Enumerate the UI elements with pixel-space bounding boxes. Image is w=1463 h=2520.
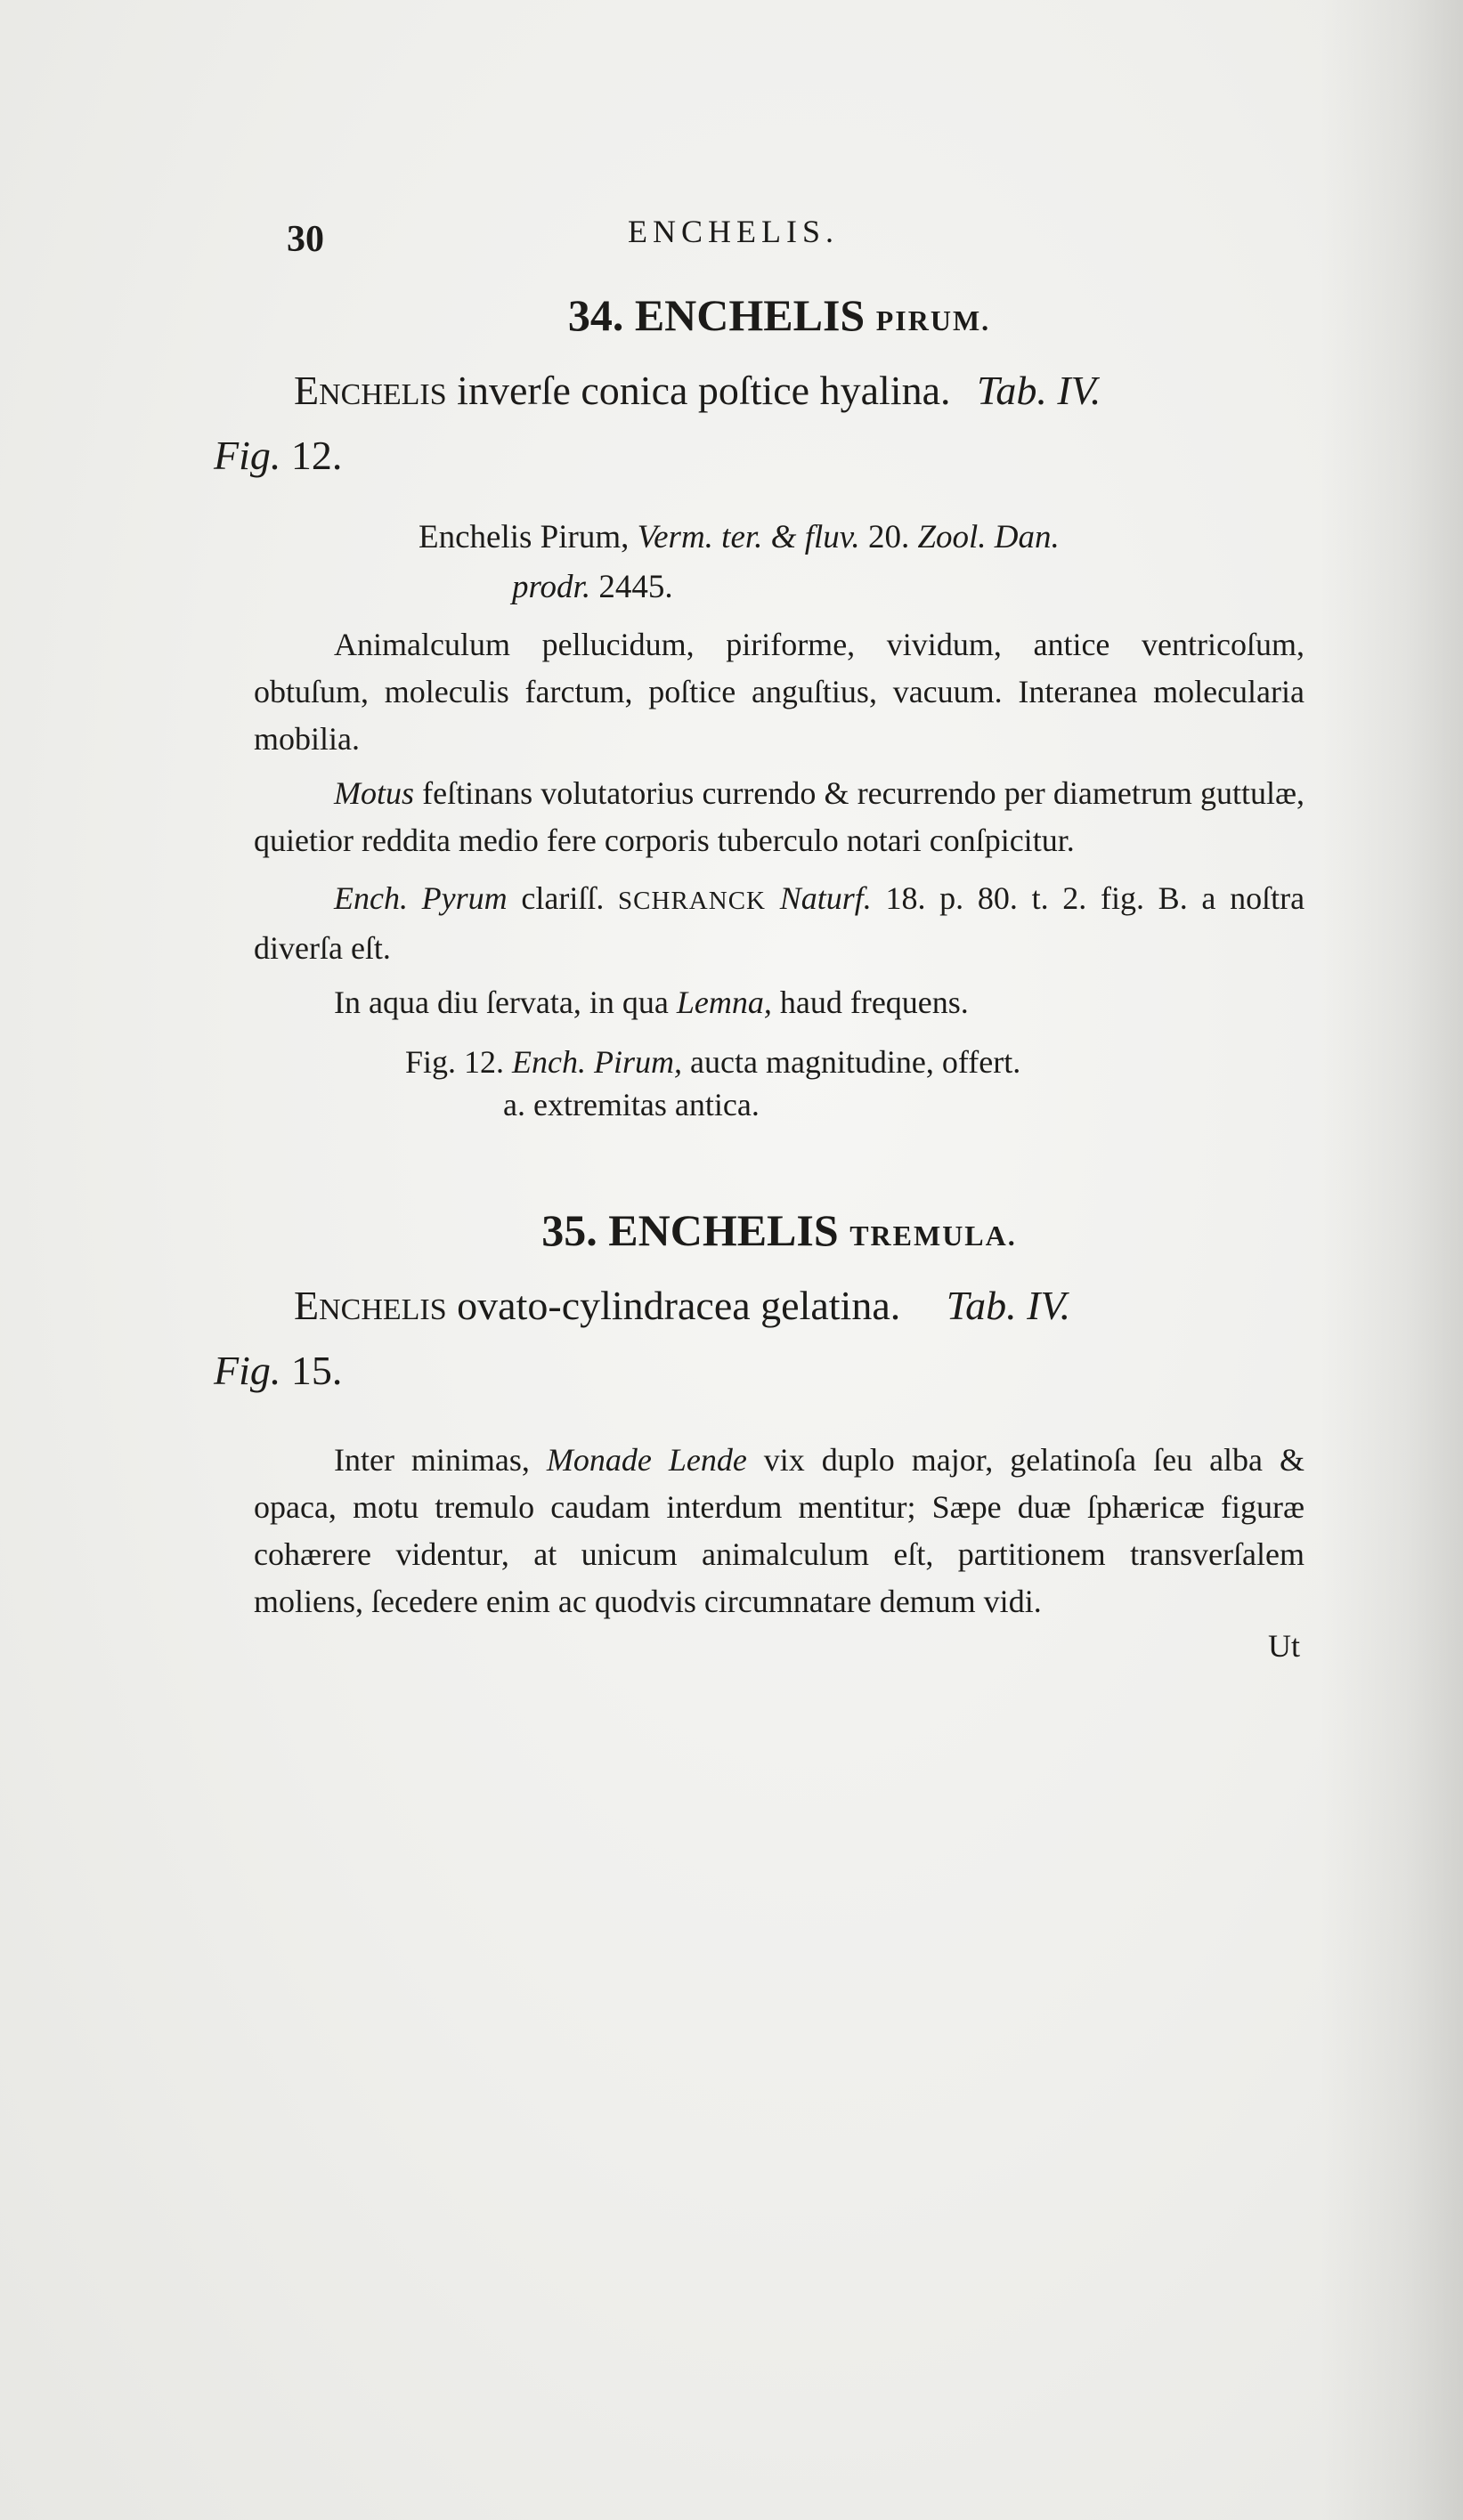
paragraph-description (254, 1437, 1305, 1625)
caption-line2: a. extremitas antica. (503, 1087, 760, 1122)
schranck-species: Ench. Pyrum (334, 880, 508, 916)
synonym-work: Verm. ter. & fluv. (637, 519, 860, 555)
caption-text: aucta magnitudine, offert. (690, 1044, 1021, 1080)
diagnosis-fig: Fig. (214, 1348, 281, 1393)
diagnosis-lead-rest: NCHELIS (319, 1293, 447, 1326)
diagnosis (214, 1276, 1305, 1401)
schranck-clariss: clariſſ. (521, 880, 605, 916)
diagnosis-lead: E (294, 368, 320, 413)
diagnosis-ref: Tab. IV. (977, 368, 1101, 413)
habitat-end: haud frequens. (779, 985, 969, 1020)
synonym (254, 513, 1305, 612)
diagnosis-lead-rest: NCHELIS (319, 378, 447, 411)
figure-caption (254, 1041, 1305, 1126)
synonym-number: 2445. (598, 569, 673, 605)
section-number: 35. (541, 1205, 597, 1255)
diagnosis-text: ovato-cylindracea gelatina. (457, 1283, 901, 1328)
section-genus: ENCHELIS (634, 290, 866, 340)
text-block (214, 191, 1305, 1665)
page-edge-shadow (1321, 0, 1463, 2520)
section-species: PIRUM. (875, 304, 991, 336)
desc-species: Monade Lende (546, 1442, 747, 1478)
section-genus: ENCHELIS (608, 1205, 839, 1255)
schranck-name: SCHRANCK (618, 887, 766, 915)
diagnosis-lead: E (294, 1283, 320, 1328)
desc-start: Inter minimas, (334, 1442, 530, 1478)
section-species: TREMULA. (849, 1219, 1017, 1252)
motus-word: Motus (334, 775, 414, 811)
habitat-plant: Lemna, (676, 985, 772, 1020)
schranck-work: Naturf. (779, 880, 872, 916)
synonym-work2: Zool. Dan. (917, 519, 1060, 555)
paragraph-schranck (254, 875, 1305, 972)
diagnosis-fig-num: 12. (290, 433, 343, 478)
schranck-ref: 18. p. 80. t. 2. fig. B. a noſtra diverſa eſt. (254, 880, 1305, 966)
diagnosis (214, 361, 1305, 486)
paragraph-description: Animalculum pellucidum, piriforme, vividum, antice ventricoſum, obtuſum, moleculis farctum, poſtice anguſtius, vacuum. Interanea molecularia mobilia. (254, 627, 1305, 757)
synonym-prodr: prodr. (512, 569, 591, 605)
motus-text: feſtinans volutatorius currendo & recurrendo per diametrum guttulæ, quietior reddita medio fere corporis tuberculo notari conſpicitur. (254, 775, 1305, 858)
caption-species: Ench. Pirum, (512, 1044, 682, 1080)
section-heading-35 (254, 1204, 1305, 1256)
paragraph-motus (254, 770, 1305, 864)
catchword: Ut (1268, 1628, 1300, 1664)
page-number: 30 (287, 219, 324, 260)
paragraph-habitat (254, 979, 1305, 1026)
section-heading-34 (254, 289, 1305, 341)
diagnosis-text: inverſe conica poſtice hyalina. (457, 368, 951, 413)
caption-fig: Fig. 12. (405, 1044, 505, 1080)
synonym-author: Enchelis Pirum, (419, 519, 630, 555)
running-title: ENCHELIS. (628, 214, 839, 249)
running-head (254, 191, 1305, 271)
diagnosis-fig: Fig. (214, 433, 281, 478)
section-number: 34. (567, 290, 624, 340)
synonym-page: 20. (867, 519, 910, 555)
diagnosis-fig-num: 15. (290, 1348, 343, 1393)
diagnosis-ref: Tab. IV. (946, 1283, 1071, 1328)
desc-rest: vix duplo major, gelatinoſa ſeu alba & opaca, motu tremulo caudam interdum mentitur; Sæpe duæ ſphæricæ figuræ cohærere videntur, at unicum animalculum eſt, partitionem transverſalem moliens, ſecedere enim ac quodvis circumnatare demum vidi. (254, 1442, 1305, 1619)
habitat-start: In aqua diu ſervata, in qua (334, 985, 669, 1020)
